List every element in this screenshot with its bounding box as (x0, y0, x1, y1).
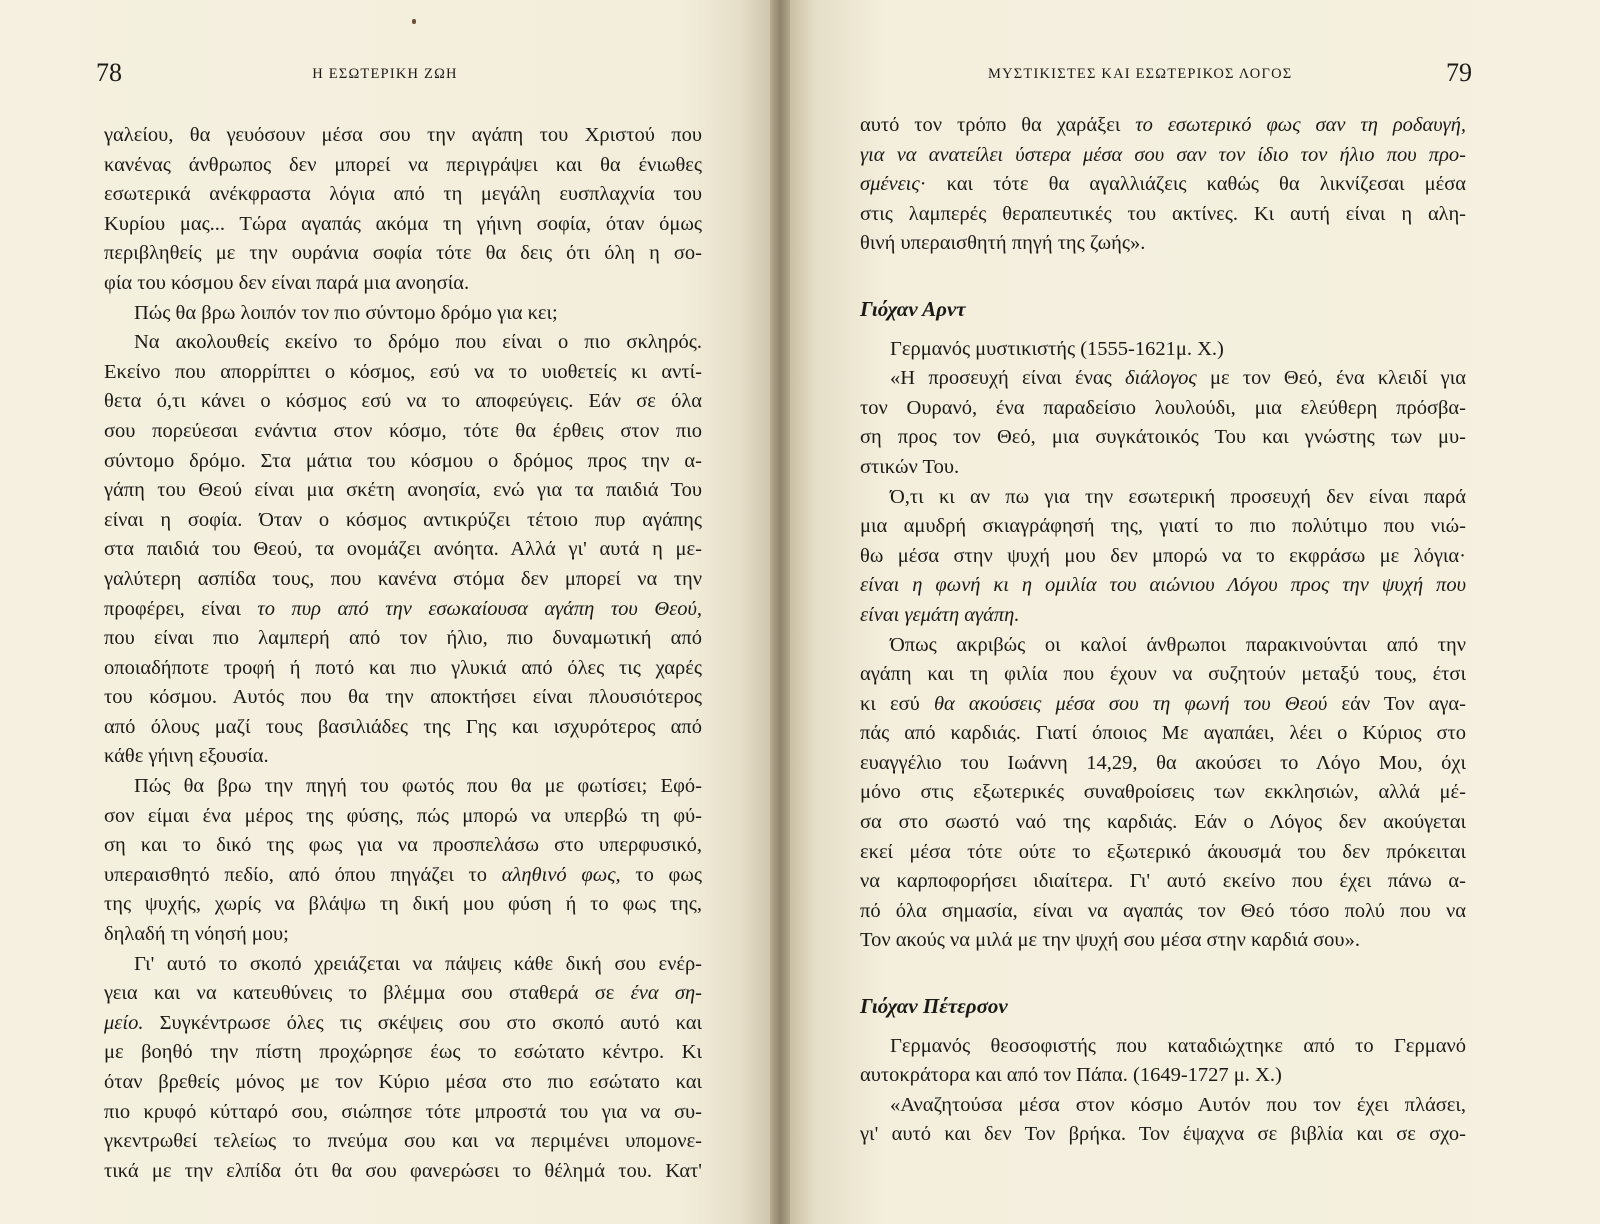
text-line: όταν βρεθείς μόνος με τον Κύριο μέσα στο πιο εσώτατο και (104, 1071, 702, 1093)
text-line: προφέρει, είναι το πυρ από την εσωκαίουσα αγάπη του Θεού, (104, 597, 702, 620)
right-page (790, 0, 1600, 1224)
text-line: γαλείου, θα γευόσουν μέσα σου την αγάπη του Χριστού που (104, 124, 702, 146)
text-line: πάς από καρδιάς. Γιατί όποιος Με αγαπάει, λέει ο Κύριος στο (860, 722, 1466, 745)
text-line: με βοηθό την πίστη προχώρησε έως το εσώτατο κέντρο. Κι (104, 1041, 702, 1064)
text-line: Πώς θα βρω την πηγή του φωτός που θα με φωτίσει; Εφό- (134, 775, 702, 798)
text-line: Εκείνο που απορρίπτει ο κόσμος, εσύ να το υιοθετείς κι αντί- (104, 360, 702, 383)
text-line: Να ακολουθείς εκείνο το δρόμο που είναι ο πιο σκληρός. (134, 331, 702, 354)
text-line: είναι η φωνή κι η ομιλία του αιώνιου Λόγου προς την ψυχή που (860, 574, 1466, 597)
text-line: γαλύτερη ασπίδα τους, που κανένα στόμα δεν μπορεί να την (104, 567, 702, 590)
text-line: Κυρίου μας... Τώρα αγαπάς ακόμα τη γήινη σοφία, όταν όμως (104, 212, 702, 235)
running-head-right: ΜΥΣΤΙΚΙΣΤΕΣ ΚΑΙ ΕΣΩΤΕΡΙΚΟΣ ΛΟΓΟΣ (988, 66, 1293, 82)
text-line: θετα ό,τι κάνει ο κόσμος εσύ να το αποφεύγεις. Εάν σε όλα (104, 390, 702, 413)
section-heading-arndt: Γιόχαν Αρντ (860, 296, 966, 321)
text-line: «Αναζητούσα μέσα στον κόσμο Αυτόν που τον έχει πλάσει, (890, 1093, 1466, 1116)
text-line: υπεραισθητό πεδίο, από όπου πηγάζει το αληθινό φως, το φως (104, 863, 702, 886)
text-line: στα παιδιά του Θεού, τα ονομάζει ανόητα. Αλλά γι' αυτά η με- (104, 538, 702, 561)
text-line: στικών Του. (860, 455, 960, 478)
text-line: από όλους μαζί τους βασιλιάδες της Γης και ισχυρότερος από (104, 715, 702, 738)
text-line: στις λαμπερές θεραπευτικές του ακτίνες. Κι αυτή είναι η αλη- (860, 202, 1466, 225)
text-line: Γι' αυτό το σκοπό χρειάζεται να πάψεις κάθε δική σου ενέρ- (134, 952, 702, 975)
text-line: σύντομο δρόμο. Στα μάτια του κόσμου ο δρόμος προς την α- (104, 449, 702, 472)
text-line: «Η προσευχή είναι ένας διάλογος με τον Θεό, ένα κλειδί για (890, 367, 1466, 390)
text-line: σμένεις· και τότε θα αγαλλιάζεις καθώς θα λικνίζεσαι μέσα (860, 173, 1466, 196)
right-page-body (860, 111, 1466, 1150)
text-line: περιβληθείς με την ουράνια σοφία τότε θα δεις ότι όλη η σο- (104, 242, 702, 265)
text-line: θινή υπεραισθητή πηγή της ζωής». (860, 232, 1146, 255)
text-line: μια αμυδρή σκιαγράφησή της, γιατί το πιο πολύτιμο που νιώ- (860, 515, 1466, 538)
text-block-continuation (860, 111, 1466, 259)
text-line: κάθε γήινη εξουσία. (104, 745, 269, 768)
text-line: αυτοκράτορα και από τον Πάπα. (1649-1727 μ. Χ.) (860, 1064, 1282, 1087)
text-line: ευαγγέλιο του Ιωάννη 14,29, θα ακούσει το Λόγο Μου, όχι (860, 751, 1466, 774)
text-line: εσωτερικά ανέκφραστα λόγια από τη μεγάλη ευσπλαχνία του (104, 183, 702, 206)
text-line: αυτό τον τρόπο θα χαράξει το εσωτερικό φως σαν τη ροδαυγή, (860, 114, 1467, 136)
text-line: κανένας άνθρωπος δεν μπορεί να περιγράψει και θα ένιωθες (104, 153, 702, 176)
text-line: σον είμαι ένα μέρος της φύσης, πώς μπορώ να υπερβώ τη φύ- (104, 804, 702, 827)
text-line: Πώς θα βρω λοιπόν τον πιο σύντομο δρόμο για κει; (134, 301, 558, 324)
text-line: να καρποφορήσει ιδιαίτερα. Γι' αυτό εκείνο που έχει πάνω α- (860, 870, 1466, 893)
text-line: είναι γεμάτη αγάπη. (860, 603, 1020, 626)
text-line: τικά με την ελπίδα ότι θα σου φανερώσει το θέλημά του. Κατ' (104, 1159, 702, 1182)
page-number-right: 79 (1446, 58, 1472, 87)
text-line: αγάπη και τη φιλία που έχουν να συζητούν μεταξύ τους, έτσι (860, 663, 1466, 686)
text-block-petersen (860, 1032, 1466, 1150)
text-line: σου πορεύεσαι ενάντια στον κόσμο, τότε θα έρθεις στον πιο (104, 419, 702, 442)
section-heading-petersen: Γιόχαν Πέτερσον (860, 994, 1008, 1019)
text-line: Τον ακούς να μιλά με την ψυχή σου μέσα στην καρδιά σου». (860, 929, 1360, 952)
text-line: εκεί μέσα τότε ούτε το εξωτερικό άκουσμά του δεν πρόκειται (860, 840, 1466, 863)
text-line: για να ανατείλει ύστερα μέσα σου σαν τον ίδιο τον ήλιο που προ- (860, 143, 1466, 166)
text-line: πιο κρυφό κύτταρό σου, σιώπησε τότε μπροστά του για να συ- (104, 1100, 702, 1123)
text-line: Ό,τι κι αν πω για την εσωτερική προσευχή δεν είναι παρά (890, 485, 1466, 508)
text-line: φία του κόσμου δεν είναι παρά μια ανοησία. (104, 271, 470, 294)
text-line: θω μέσα στην ψυχή μου δεν μπορώ να το εκφράσω με λόγια· (860, 544, 1466, 567)
text-line: Γερμανός θεοσοφιστής που καταδιώχτηκε από το Γερμανό (890, 1034, 1466, 1057)
text-line: Γερμανός μυστικιστής (1555-1621μ. Χ.) (890, 337, 1224, 360)
text-line: ση και το δικό της φως για να προσπελάσω στο υπερφυσικό, (104, 834, 702, 857)
book-gutter (770, 0, 790, 1224)
text-line: σα στο σωστό ναό της καρδιάς. Εάν ο Λόγος δεν ακούγεται (860, 811, 1466, 834)
text-line: τον Ουρανό, ένα παραδείσιο λουλούδι, μια ελεύθερη πρόσβα- (860, 396, 1466, 419)
page-number-left: 78 (96, 58, 122, 87)
left-page-body (104, 121, 702, 1186)
text-line: μείο. Συγκέντρωσε όλες τις σκέψεις σου στο σκοπό αυτό και (104, 1011, 702, 1034)
text-line: κι εσύ θα ακούσεις μέσα σου τη φωνή του Θεού εάν Τον αγα- (860, 692, 1467, 715)
text-line: γι' αυτό και δεν Τον βρήκα. Τον έψαχνα σε βιβλία και σε σχο- (860, 1123, 1466, 1146)
text-line: μόνο στις εξωτερικές συναθροίσεις των εκκλησιών, αλλά μέ- (860, 781, 1466, 804)
text-block-arndt (860, 335, 1466, 956)
text-line: γκεντρωθεί τελείως το πνεύμα σου και να περιμένει υπομονε- (104, 1130, 702, 1153)
text-line: δηλαδή τη νόησή μου; (104, 923, 289, 946)
text-line: του κόσμου. Αυτός που θα την αποκτήσει είναι πλουσιότερος (104, 686, 702, 709)
ink-speck (412, 19, 416, 24)
text-line: πό όλα σημασία, είναι να αγαπάς τον Θεό τόσο πολύ που να (860, 899, 1466, 922)
text-line: γεια και να κατευθύνεις το βλέμμα σου σταθερά σε ένα ση- (104, 982, 702, 1005)
text-line: ση προς τον Θεό, μια συγκάτοικός Του και γνώστης των μυ- (860, 426, 1466, 449)
text-line: που είναι πιο λαμπερή από τον ήλιο, πιο δυναμωτική από (104, 627, 702, 650)
left-page (0, 0, 770, 1224)
text-line: Όπως ακριβώς οι καλοί άνθρωποι παρακινούνται από την (890, 633, 1466, 656)
text-line: γάπη του Θεού είναι μια σκέτη ανοησία, ενώ για τα παιδιά Του (104, 479, 702, 502)
text-line: της ψυχής, χωρίς να βλάψω τη δική μου φύση ή το φως της, (104, 893, 702, 916)
running-head-left: Η ΕΣΩΤΕΡΙΚΗ ΖΩΗ (312, 66, 458, 82)
text-line: οποιαδήποτε τροφή ή ποτό και πιο γλυκιά από όλες τις χαρές (104, 656, 702, 679)
text-line: είναι η σοφία. Όταν ο κόσμος αντικρύζει τέτοιο πυρ αγάπης (104, 508, 702, 531)
